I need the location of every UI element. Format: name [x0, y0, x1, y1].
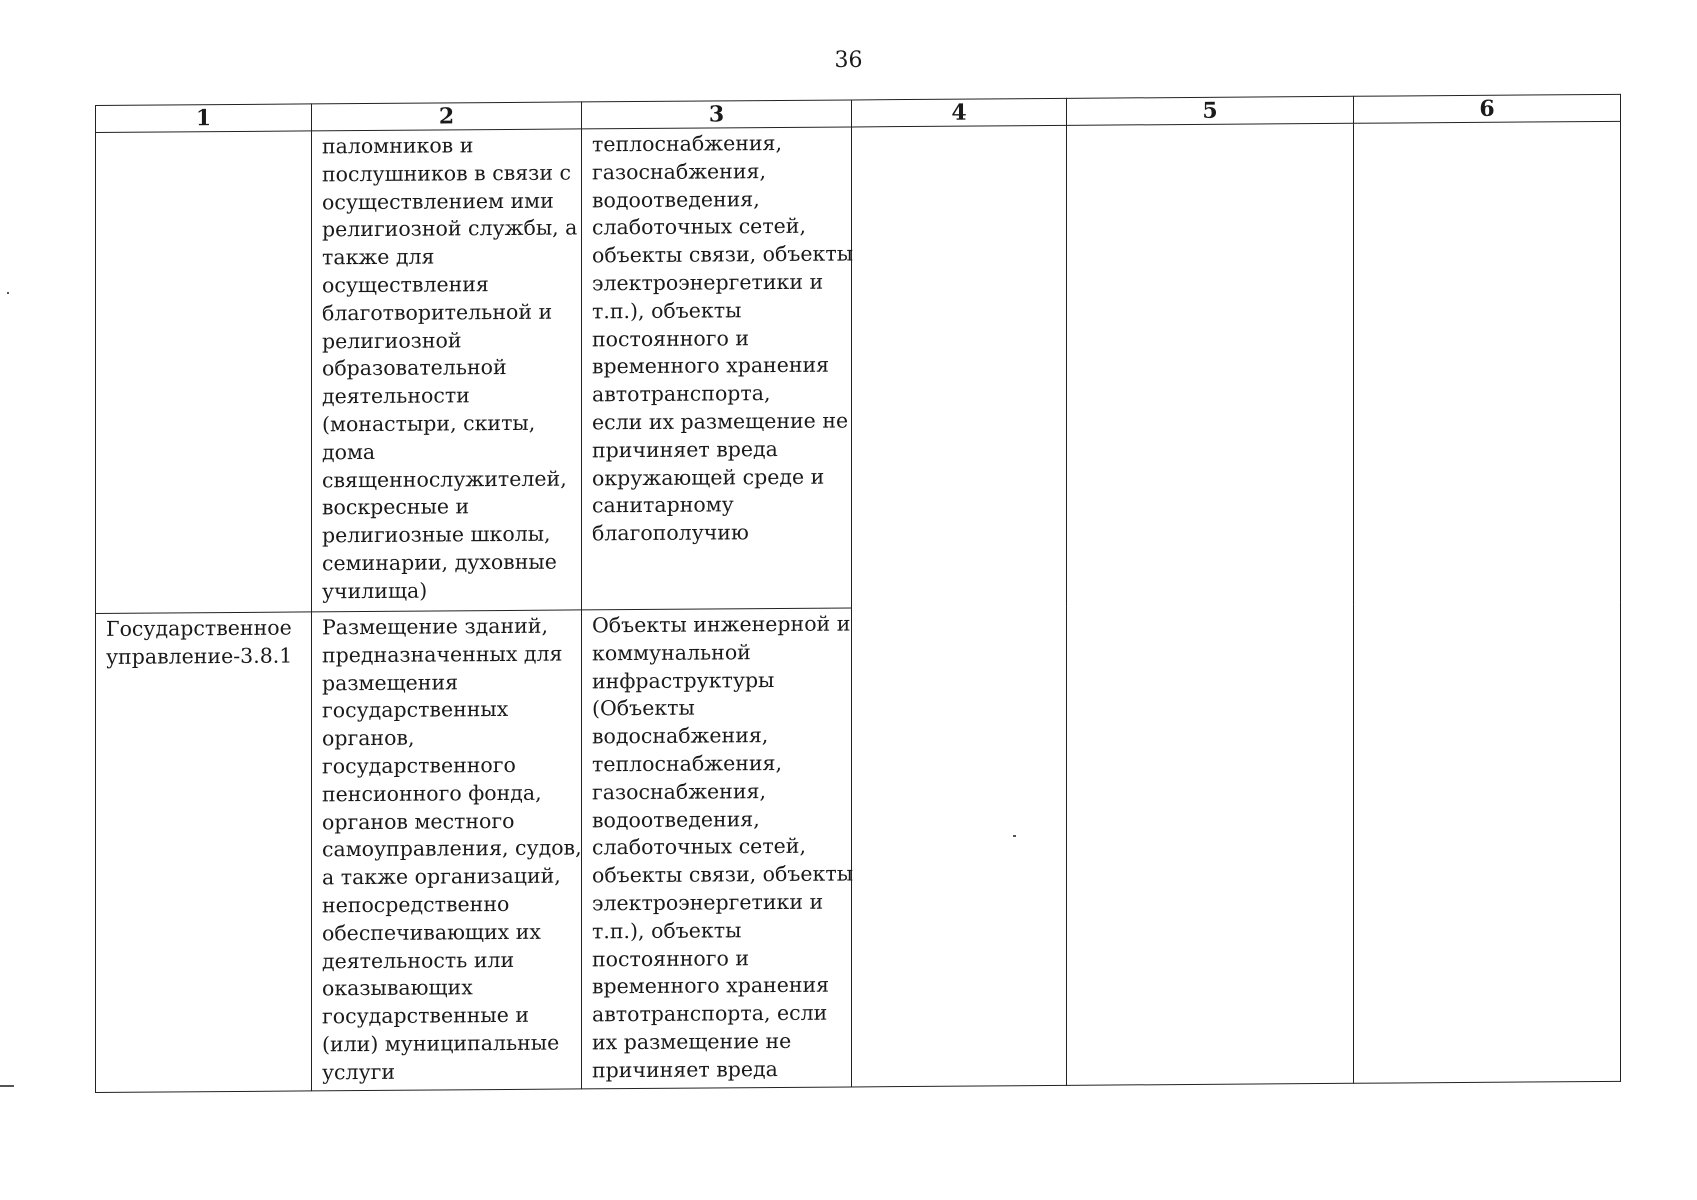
cell-text-line: управление-3.8.1: [106, 643, 293, 669]
cell-text-line: теплоснабжения,: [592, 750, 782, 777]
cell-text-line: постоянного и: [592, 945, 750, 971]
cell-text-line: т.п.), объекты: [592, 298, 742, 324]
cell-text-line: паломников и: [322, 133, 474, 159]
cell-text-line: непосредственно: [322, 891, 510, 918]
column-header-2: 2: [312, 102, 582, 131]
cell-text-line: религиозной: [322, 327, 462, 353]
cell-land-use-type: [96, 131, 312, 614]
cell-text-line: причиняет вреда: [592, 436, 778, 463]
cell-text-line: органов местного: [322, 808, 515, 834]
column-header-3: 3: [582, 100, 852, 129]
cell-text-line: автотранспорта, если: [592, 1000, 828, 1027]
cell-text-line: (или) муниципальные: [322, 1030, 560, 1057]
cell-text-line: дома: [322, 439, 376, 465]
cell-text-line: санитарному: [592, 492, 734, 518]
cell-text-line: образовательной: [322, 355, 507, 381]
cell-column-5: [1067, 123, 1354, 1085]
cell-text-line: оказывающих: [322, 975, 473, 1001]
scan-margin-line: [0, 1085, 14, 1087]
column-header-1: 1: [96, 104, 312, 133]
cell-text-line: т.п.), объекты: [592, 918, 742, 944]
cell-text-line: Государственное: [106, 615, 292, 641]
cell-text-line: причиняет вреда: [592, 1056, 778, 1083]
cell-text-line: временного хранения: [592, 352, 830, 379]
cell-text-line: предназначенных для: [322, 641, 563, 668]
land-use-table: [95, 94, 1621, 1093]
cell-text-line: также для: [322, 244, 435, 270]
cell-text-line: постоянного и: [592, 325, 750, 351]
cell-text-line: а также организаций,: [322, 863, 561, 890]
cell-text-line: священнослужителей,: [322, 466, 567, 492]
cell-text-line: объекты связи, объекты: [592, 241, 854, 268]
cell-text-line: Объекты инженерной и: [592, 611, 851, 638]
cell-text-line: коммунальной: [592, 639, 751, 666]
cell-text-line: семинарии, духовные: [322, 549, 557, 576]
cell-text-line: размещения: [322, 669, 459, 695]
table-row: [96, 121, 1621, 613]
cell-text-line: послушников в связи с: [322, 160, 572, 187]
cell-text-line: благотворительной и: [322, 299, 553, 326]
cell-text-line: водоотведения,: [592, 186, 760, 212]
cell-text-line: слаботочных сетей,: [592, 834, 806, 860]
cell-text-line: услуги: [322, 1059, 396, 1085]
cell-text-line: объекты связи, объекты: [592, 861, 854, 888]
cell-text-line: инфраструктуры: [592, 667, 775, 693]
cell-text-line: автотранспорта,: [592, 381, 771, 407]
cell-text-line: религиозные школы,: [322, 521, 551, 548]
cell-text-line: слаботочных сетей,: [592, 214, 806, 240]
cell-text-line: окружающей среде и: [592, 464, 825, 490]
cell-auxiliary-use: [582, 608, 852, 1089]
cell-text-line: водоотведения,: [592, 806, 760, 832]
column-header-5: 5: [1067, 96, 1354, 125]
cell-column-6: [1354, 121, 1621, 1083]
cell-text-line: пенсионного фонда,: [322, 780, 542, 807]
cell-text-line: (монастыри, скиты,: [322, 410, 536, 437]
cell-text-line: (Объекты: [592, 695, 695, 721]
cell-text-line: религиозной службы, а: [322, 215, 578, 242]
cell-text-line: теплоснабжения,: [592, 130, 782, 157]
cell-text-line: осуществления: [322, 272, 489, 298]
cell-text-line: государственные и: [322, 1002, 530, 1029]
page-number: 36: [834, 48, 863, 73]
cell-text-line: самоуправления, судов,: [322, 835, 582, 862]
cell-land-use-type: [96, 612, 312, 1093]
cell-main-use-description: [312, 129, 582, 612]
cell-text-line: обеспечивающих их: [322, 919, 541, 946]
cell-text-line: газоснабжения,: [592, 778, 766, 805]
cell-text-line: их размещение не: [592, 1028, 792, 1055]
cell-text-line: электроэнергетики и: [592, 269, 824, 296]
cell-text-line: благополучию: [592, 520, 749, 546]
cell-text-line: газоснабжения,: [592, 158, 766, 185]
cell-text-line: временного хранения: [592, 972, 830, 999]
cell-text-line: деятельность или: [322, 947, 515, 973]
scan-speck: [1013, 835, 1016, 837]
cell-text-line: органов,: [322, 725, 415, 751]
cell-text-line: воскресные и: [322, 494, 470, 520]
cell-text-line: Размещение зданий,: [322, 613, 548, 640]
cell-text-line: электроэнергетики и: [592, 889, 824, 916]
cell-column-4: [852, 125, 1067, 1087]
cell-text-line: деятельности: [322, 383, 470, 409]
cell-text-line: если их размещение не: [592, 408, 849, 435]
cell-auxiliary-use: [582, 127, 852, 610]
cell-text-line: водоснабжения,: [592, 723, 769, 749]
cell-main-use-description: [312, 610, 582, 1091]
cell-text-line: училища): [322, 578, 428, 604]
cell-text-line: государственного: [322, 752, 516, 779]
cell-text-line: государственных: [322, 697, 509, 723]
cell-text-line: осуществлением ими: [322, 188, 554, 214]
scan-speck: [7, 292, 9, 294]
column-header-4: 4: [852, 98, 1067, 127]
column-header-6: 6: [1354, 94, 1621, 123]
